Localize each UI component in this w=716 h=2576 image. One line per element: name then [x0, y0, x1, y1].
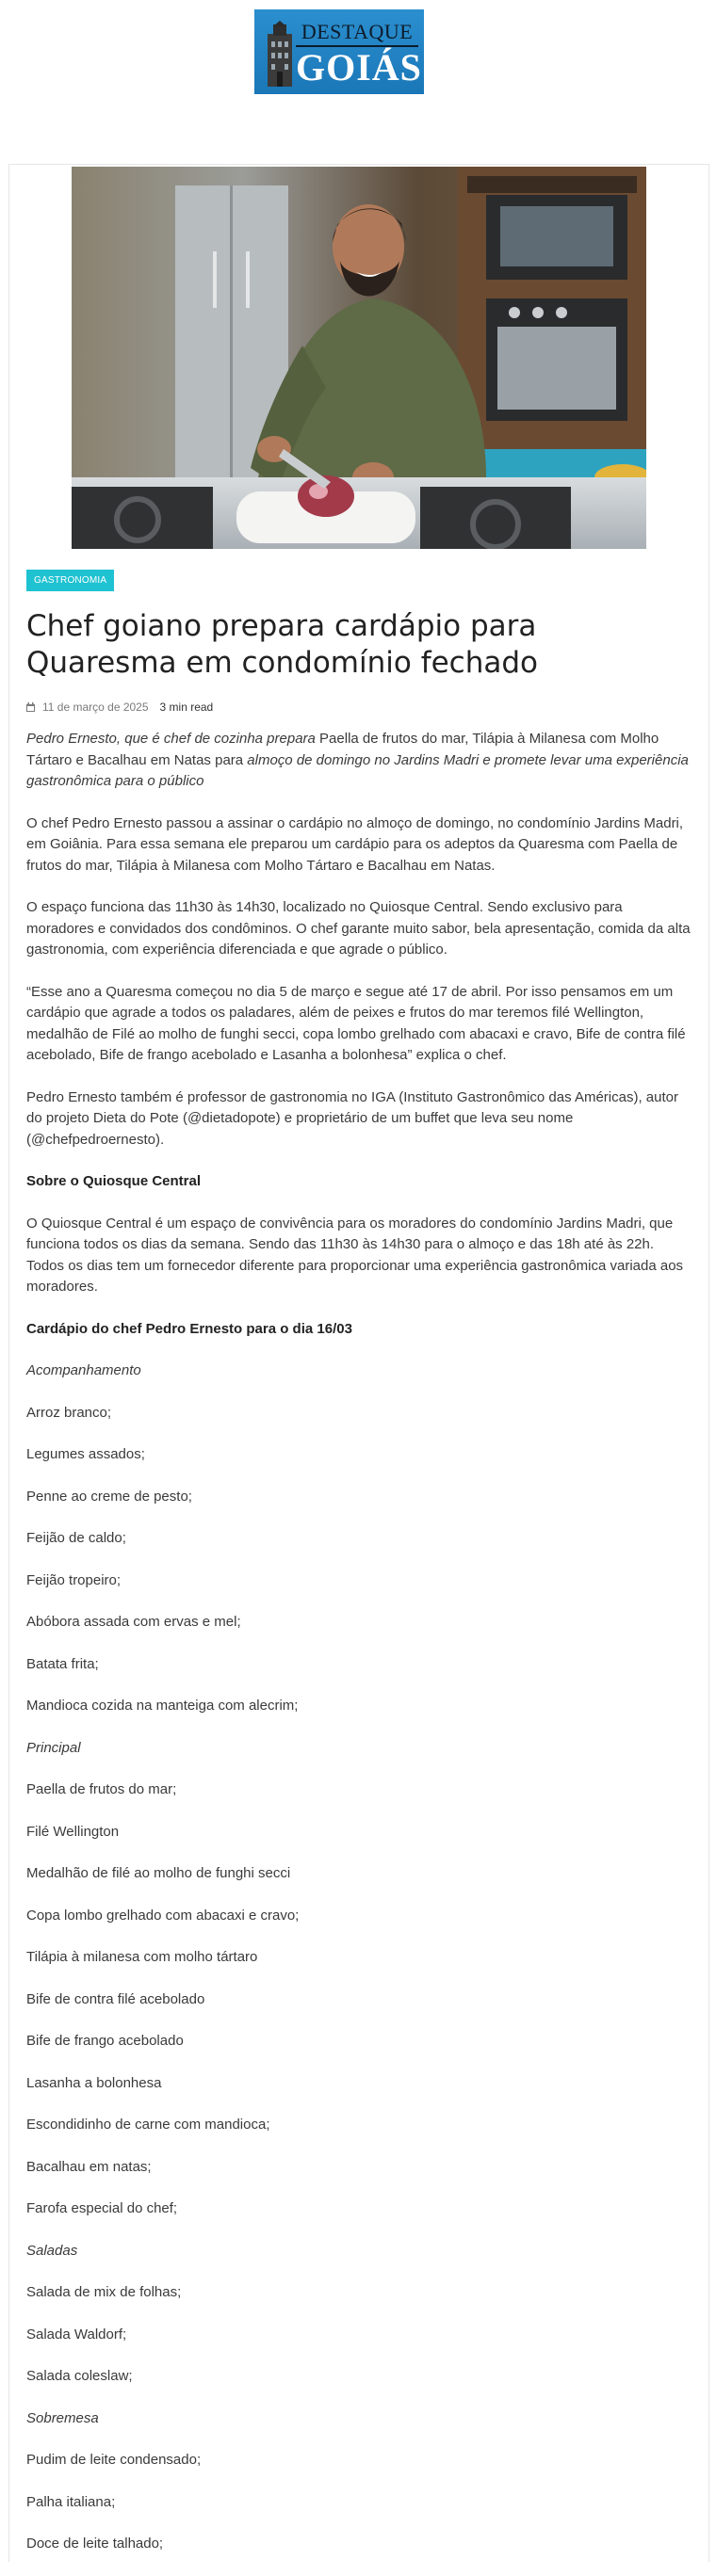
menu-item: Tilápia à milanesa com molho tártaro — [26, 1949, 258, 1965]
building-icon — [264, 21, 296, 87]
logo-text-bottom: GOIÁS — [296, 46, 422, 89]
menu-group-title: Saladas — [26, 2242, 78, 2259]
menu-item: Feijão tropeiro; — [26, 1571, 122, 1588]
paragraph: Pedro Ernesto também é professor de gastronomia no IGA (Instituto Gastronômico das Américas), autor do projeto Dieta do Pote (@dietadopote) e proprietário de um buffet que leva seu nome (@chefpedroernesto). — [26, 1088, 678, 1148]
section-heading: Cardápio do chef Pedro Ernesto para o dia 16/03 — [26, 1320, 352, 1337]
menu-item: Bacalhau em natas; — [26, 2158, 152, 2175]
lead-part-3: almoço de domingo no Jardins Madri e promete levar uma experiência gastronômica para o público — [26, 751, 689, 789]
menu-item: Medalhão de filé ao molho de funghi secci — [26, 1865, 291, 1881]
menu-item: Escondidinho de carne com mandioca; — [26, 2117, 270, 2133]
paragraph: O chef Pedro Ernesto passou a assinar o cardápio no almoço de domingo, no condomínio Jardins Madri, em Goiânia. Para essa semana ele preparou um cardápio para os adeptos da Quaresma com Paella de frutos do mar, Tilápia à Milanesa com Molho Tártaro e Bacalhau em Natas. — [26, 814, 684, 874]
menu-item: Farofa especial do chef; — [26, 2200, 178, 2216]
menu-item: Copa lombo grelhado com abacaxi e cravo; — [26, 1907, 300, 1924]
menu-item: Penne ao creme de pesto; — [26, 1488, 192, 1505]
article-lead — [26, 729, 692, 793]
menu-item: Arroz branco; — [26, 1404, 112, 1421]
menu-item: Batata frita; — [26, 1655, 99, 1672]
menu-item: Mandioca cozida na manteiga com alecrim; — [26, 1698, 299, 1714]
menu-group-title: Principal — [26, 1739, 81, 1756]
menu-item: Pudim de leite condensado; — [26, 2452, 202, 2468]
category-badge[interactable]: GASTRONOMIA — [26, 570, 114, 591]
menu-item: Legumes assados; — [26, 1446, 145, 1462]
site-header — [0, 0, 716, 160]
paragraph: O Quiosque Central é um espaço de convivência para os moradores do condomínio Jardins Madri, que funciona todos os dias da semana. Sendo das 11h30 às 14h30 para o almoço e das 18h até às 22h. Todos os dias tem um fornecedor diferente para proporcionar uma experiência gastronômica variada aos moradores. — [26, 1215, 684, 1295]
article-content — [26, 570, 692, 2576]
article-body — [26, 729, 692, 2555]
lead-part-2: Paella de frutos do mar, Tilápia à Milanesa com Molho Tártaro e Bacalhau em Natas para — [26, 731, 659, 768]
menu-item: Abóbora assada com ervas e mel; — [26, 1614, 241, 1630]
menu-item: Paella de frutos do mar; — [26, 1781, 177, 1797]
publish-date[interactable]: 11 de março de 2025 — [42, 700, 149, 714]
menu-group-title: Acompanhamento — [26, 1362, 141, 1378]
paragraph: “Esse ano a Quaresma começou no dia 5 de março e segue até 17 de abril. Por isso pensamos em um cardápio que agrade a todos os paladares, além de peixes e frutos do mar teremos filé Wellington, medalhão de Filé ao molho de funghi secci, copa lombo grelhado com abacaxi e cravo, Bife de contra filé acebolado, Bife de frango acebolado e Lasanha a bolonhesa” explica o chef. — [26, 983, 686, 1063]
menu-item: Bife de contra filé acebolado — [26, 1990, 205, 2007]
menu-item: Lasanha a bolonhesa — [26, 2074, 162, 2091]
menu-item: Salada de mix de folhas; — [26, 2284, 182, 2300]
article-title: Chef goiano prepara cardápio para Quaresma em condomínio fechado — [26, 609, 539, 680]
site-logo[interactable] — [254, 9, 424, 94]
menu-group-title: Sobremesa — [26, 2409, 99, 2426]
menu-item: Filé Wellington — [26, 1823, 120, 1840]
calendar-icon — [26, 702, 35, 712]
menu-item: Palha italiana; — [26, 2493, 116, 2510]
menu-item: Doce de leite talhado; — [26, 2536, 164, 2552]
chef-photo — [72, 167, 646, 549]
menu-item: Bife de frango acebolado — [26, 2033, 184, 2049]
paragraph: O espaço funciona das 11h30 às 14h30, localizado no Quiosque Central. Sendo exclusivo para moradores e convidados dos condôminos. O chef garante muito sabor, bela apresentação, comida da alta gastronomia, com experiência diferenciada e que agrade o público. — [26, 899, 691, 958]
read-time: 3 min read — [159, 700, 214, 714]
section-heading: Sobre o Quiosque Central — [26, 1173, 202, 1189]
article-meta — [26, 700, 692, 714]
lead-part-1: Pedro Ernesto, que é chef de cozinha prepara — [26, 731, 316, 747]
featured-image — [72, 167, 646, 549]
logo-text-top: DESTAQUE — [301, 20, 414, 43]
menu-item: Salada Waldorf; — [26, 2326, 127, 2343]
article-card — [8, 164, 709, 2562]
menu-item: Feijão de caldo; — [26, 1530, 126, 1546]
menu-item: Salada coleslaw; — [26, 2368, 133, 2384]
